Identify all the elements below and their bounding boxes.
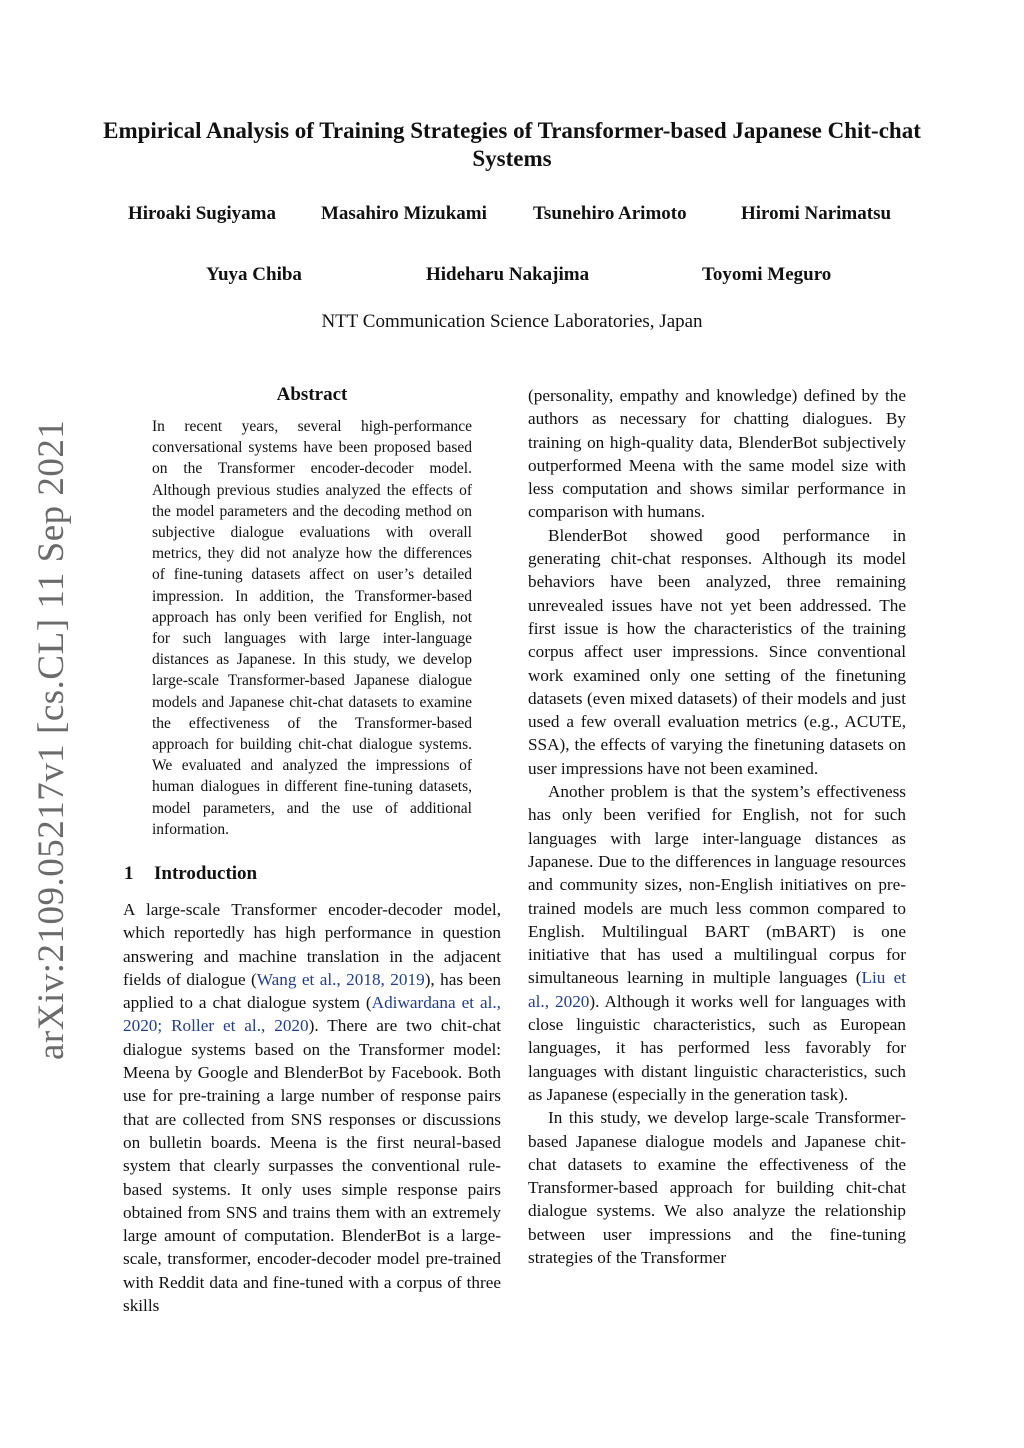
body-text: A large-scale Transformer encoder-decoder model, which reportedly has high performance in question answering and machine translation in the adjacent fields of dialogue ( [123, 900, 501, 989]
author-name: Hideharu Nakajima [426, 264, 590, 285]
paragraph: BlenderBot showed good performance in generating chit-chat responses. Although its model behaviors have been analyzed, three remaining unrevealed issues have not yet been addressed. The first issue is how the characteristics of the training corpus affect user impressions. Since conventional work examined only one setting of the finetuning datasets (even mixed datasets) of their models and just used a few overall evaluation metrics (e.g., ACUTE, SSA), the effects of varying the finetuning datasets on user impressions have not been examined. [528, 525, 906, 778]
abstract-text: In recent years, several high-performance conversational systems have been proposed based on the Transformer encoder-decoder model. Although previous studies analyzed the effects of the model parameters and the decoding method on subjective dialogue evaluations with overall metrics, they did not analyze how the differences of fine-tuning datasets affect on user’s detailed impression. In addition, the Transformer-based approach has only been verified for English, not for such languages with large inter-language distances as Japanese. In this study, we develop large-scale Transformer-based Japanese dialogue models and Japanese chit-chat datasets to examine the effectiveness of the Transformer-based approach for building chit-chat dialogue systems. We evaluated and analyzed the impressions of human dialogues in different fine-tuning datasets, model parameters, and the use of additional information. [152, 418, 472, 838]
paragraph [123, 898, 501, 1317]
author-name: Tsunehiro Arimoto [533, 203, 687, 224]
citation-link[interactable]: Adiwardana et al., 2020; Roller et al., 2020 [123, 993, 501, 1036]
paragraph [528, 780, 906, 1106]
right-column [528, 384, 906, 1269]
section-heading [124, 863, 257, 885]
left-column [123, 898, 501, 1317]
section-number: 1 [124, 863, 134, 884]
arxiv-identifier: arXiv:2109.05217v1 [cs.CL] 11 Sep 2021 [31, 419, 72, 1060]
body-text: ). Although it works well for languages with close linguistic characteristics, such as European languages, it has performed less favorably for languages with distant linguistic characteristics, such as Japanese (especially in the generation task). [528, 991, 906, 1104]
author-name: Hiromi Narimatsu [741, 203, 892, 224]
citation-link[interactable]: Liu et al., 2020 [528, 968, 906, 1011]
abstract-heading: Abstract [276, 384, 348, 405]
body-text: Another problem is that the system’s effectiveness has only been verified for English, not for such languages with large inter-language distances as Japanese. Due to the differences in language resources and community sizes, non-English initiatives on pre-trained models are much less common compared to English. Multilingual BART (mBART) is one initiative that has used a multilingual corpus for simultaneous learning in multiple languages ( [528, 782, 906, 988]
affiliation: NTT Communication Science Laboratories, Japan [321, 311, 703, 332]
author-name: Masahiro Mizukami [321, 203, 487, 224]
paper-title: Empirical Analysis of Training Strategies of Transformer-based Japanese Chit-chat Systems [103, 118, 921, 171]
paragraph: (personality, empathy and knowledge) defined by the authors as necessary for chatting dialogues. By training on high-quality data, BlenderBot subjectively outperformed Meena with the same model size with less computation and shows similar performance in comparison with humans. [528, 386, 906, 522]
citation-link[interactable]: Wang et al., 2018, 2019 [256, 969, 425, 989]
author-name: Yuya Chiba [206, 264, 302, 285]
paragraph: In this study, we develop large-scale Transformer-based Japanese dialogue models and Japanese chit-chat datasets to examine the effectiveness of the Transformer-based approach for building chit-chat dialogue systems. We also analyze the relationship between user impressions and the fine-tuning strategies of the Transformer [528, 1108, 906, 1267]
author-name: Hiroaki Sugiyama [128, 203, 276, 224]
section-title: Introduction [154, 863, 258, 884]
author-name: Toyomi Meguro [702, 264, 832, 285]
body-text: ), has been applied to a chat dialogue system ( [123, 969, 501, 1013]
body-text: ). There are two chit-chat dialogue systems based on the Transformer model: Meena by Google and BlenderBot by Facebook. Both use for pre-training a large number of response pairs that are collected from SNS responses or discussions on bulletin boards. Meena is the first neural-based system that clearly surpasses the conventional rule-based systems. It only uses simple response pairs obtained from SNS and trains them with an extremely large amount of computation. BlenderBot is a large-scale, transformer, encoder-decoder model pre-trained with Reddit data and fine-tuned with a corpus of three skills [123, 1016, 501, 1316]
